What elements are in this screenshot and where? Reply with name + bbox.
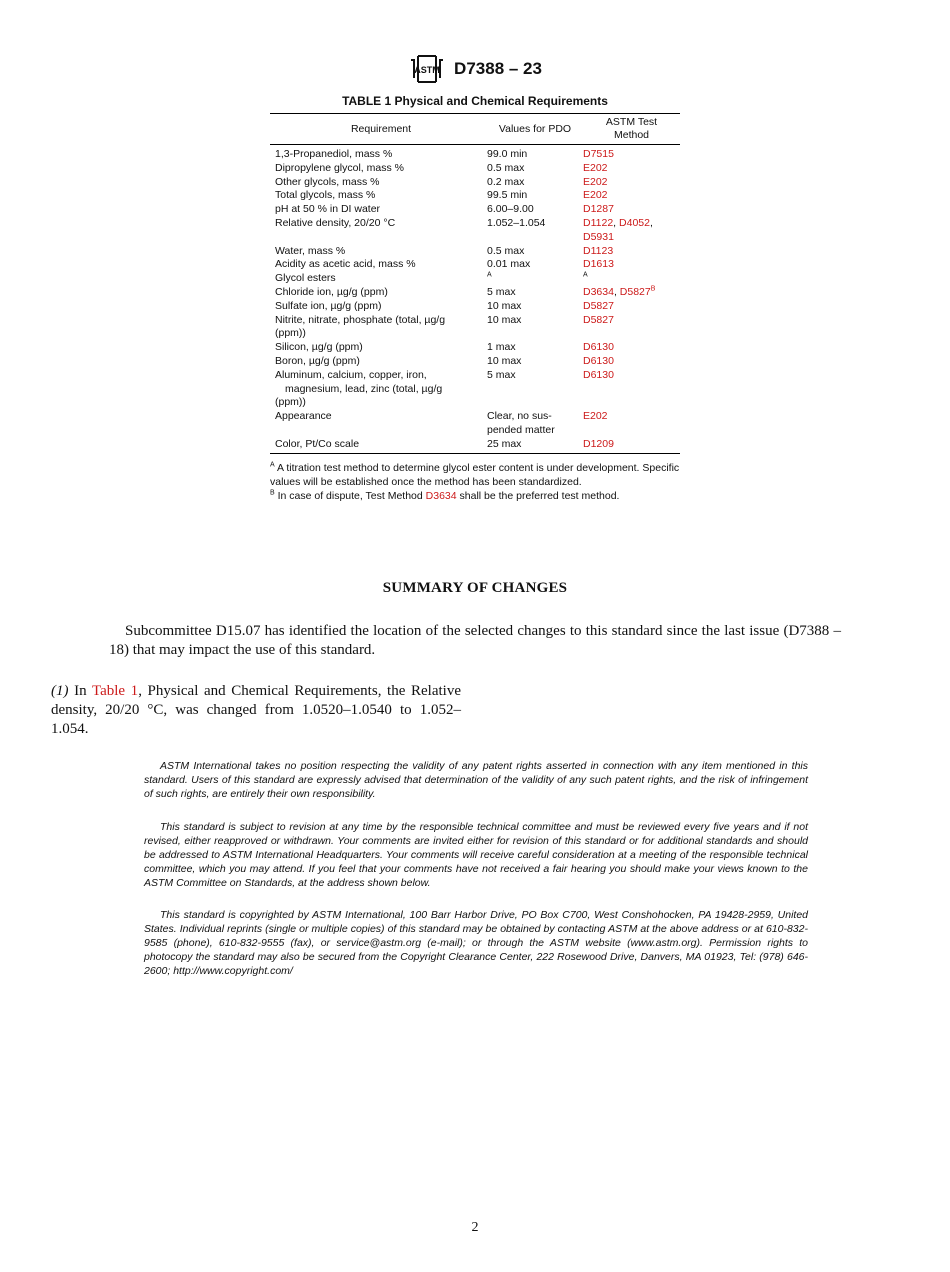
method-link-d1122[interactable]: D1122 <box>583 216 614 229</box>
row-requirement: Relative density, 20/20 °C <box>275 216 396 229</box>
table-row <box>270 355 680 369</box>
row-method-link[interactable]: D6130 <box>583 354 614 367</box>
requirement-line: Nitrite, nitrate, phosphate (total, µg/g <box>275 313 446 326</box>
astm-logo-icon <box>408 52 446 86</box>
row-method-link[interactable]: D7515 <box>583 148 614 160</box>
table-row <box>270 341 680 355</box>
table-footnotes <box>270 461 682 503</box>
row-method-link[interactable]: D1123 <box>583 244 614 257</box>
row-requirement: 1,3-Propanediol, mass % <box>275 148 393 160</box>
row-method <box>583 217 680 245</box>
column-header-method <box>583 114 680 145</box>
row-value: 0.01 max <box>487 258 531 271</box>
method-link-d3634[interactable]: D3634 <box>583 285 614 298</box>
method-separator: , <box>613 216 620 229</box>
table-row <box>270 189 680 203</box>
footnote-mark-a[interactable]: A <box>487 271 492 279</box>
row-value: 99.5 min <box>487 189 528 202</box>
row-method <box>583 286 680 300</box>
row-requirement: Water, mass % <box>275 244 346 257</box>
change-text: In <box>68 683 92 699</box>
footnote-a-text: A titration test method to determine glycol ester content is under development. Specific values will be established once the method has been standardized. <box>270 462 680 488</box>
row-method-link[interactable]: E202 <box>583 189 608 202</box>
row-requirement: Dipropylene glycol, mass % <box>275 161 404 174</box>
page-header <box>0 52 950 88</box>
summary-title: SUMMARY OF CHANGES <box>382 580 568 596</box>
footnote-b-text: shall be the preferred test method. <box>456 490 620 502</box>
row-method-link[interactable]: D5827 <box>583 299 614 312</box>
column-header-requirement: Requirement <box>270 114 487 145</box>
row-value <box>487 410 583 438</box>
row-method-link[interactable]: D1287 <box>583 203 614 216</box>
requirement-line: magnesium, lead, zinc (total, µg/g <box>285 382 443 395</box>
footnote-b-text: In case of dispute, Test Method <box>277 490 426 502</box>
footnote-mark-a[interactable]: A <box>583 271 588 279</box>
row-value: 5 max <box>487 285 516 298</box>
table-row <box>270 245 680 259</box>
table-row <box>270 438 680 453</box>
row-value: 5 max <box>487 368 516 381</box>
row-value: 0.2 max <box>487 175 525 188</box>
row-requirement: pH at 50 % in DI water <box>275 203 381 216</box>
legal-copyright-notice: This standard is copyrighted by ASTM International, 100 Barr Harbor Drive, PO Box C700, West Conshohocken, PA 19428-2959, United States. Individual reprints (single or multiple copies) of this standard may be obtained by contacting ASTM at the above address or at 610-832-9585 (phone), 610-832-9555 (fax), or service@astm.org (e-mail); or through the ASTM website (www.astm.org). Permission rights to photocopy the standard may also be secured from the Copyright Clearance Center, 222 Rosewood Drive, Danvers, MA 01923, Tel: (978) 646-2600; http://www.copyright.com/ <box>144 909 808 977</box>
row-requirement: Other glycols, mass % <box>275 175 380 188</box>
row-method-link[interactable]: E202 <box>583 410 608 423</box>
row-value: 6.00–9.00 <box>487 203 534 216</box>
table-row <box>270 300 680 314</box>
table-row <box>270 203 680 217</box>
table-row <box>270 217 680 245</box>
row-value: 10 max <box>487 354 522 367</box>
row-value: 0.5 max <box>487 244 525 257</box>
column-header-values: Values for PDO <box>487 114 583 145</box>
row-value: 10 max <box>487 313 522 326</box>
row-value: 1 max <box>487 341 516 354</box>
table-row <box>270 272 680 286</box>
table-title: TABLE 1 Physical and Chemical Requirements <box>342 94 608 108</box>
table-row <box>270 176 680 190</box>
method-separator: , <box>613 285 620 298</box>
method-link-d5931[interactable]: D5931 <box>583 230 614 243</box>
row-value: 99.0 min <box>487 148 528 160</box>
table-1-link[interactable]: Table 1 <box>91 683 139 699</box>
value-line: Clear, no sus- <box>487 410 552 423</box>
table-row <box>270 258 680 272</box>
row-method <box>583 272 680 286</box>
row-value: 0.5 max <box>487 161 525 174</box>
legal-revision-notice: This standard is subject to revision at any time by the responsible technical committee and must be reviewed every five years and if not revised, either reapproved or withdrawn. Your comments are invited either for revision of this standard or for additional standards and should be addressed to ASTM International Headquarters. Your comments will receive careful consideration at a meeting of the responsible technical committee, which you may attend. If you feel that your comments have not received a fair hearing you should make your views known to the ASTM Committee on Standards, at the address shown below. <box>144 821 808 889</box>
row-method-link[interactable]: E202 <box>583 175 608 188</box>
row-method-link[interactable]: D5827 <box>583 313 614 326</box>
table-header-row <box>270 114 680 145</box>
row-requirement: Chloride ion, µg/g (ppm) <box>275 285 388 298</box>
row-method-link[interactable]: E202 <box>583 161 608 174</box>
row-requirement: Silicon, µg/g (ppm) <box>275 341 363 354</box>
footnote-a <box>270 461 682 489</box>
row-requirement: Color, Pt/Co scale <box>270 438 487 453</box>
footnote-a-mark: A <box>270 461 275 469</box>
table-row <box>270 145 680 162</box>
change-number: (1) <box>51 683 69 699</box>
footnote-b-link-d3634[interactable]: D3634 <box>425 490 457 502</box>
footnote-mark-b[interactable]: B <box>650 285 656 293</box>
document-number: D7388 – 23 <box>454 59 542 78</box>
change-text: , Physical and Chemical Requirements, the Relative density, 20/20 °C, was changed from 1.0520–1.0540 to 1.052–1.054. <box>51 683 461 737</box>
row-method-link[interactable]: D1209 <box>583 438 680 453</box>
footnote-b-mark: B <box>270 489 275 497</box>
row-method-link[interactable]: D6130 <box>583 341 614 354</box>
table-row <box>270 162 680 176</box>
requirement-line: (ppm)) <box>275 396 306 409</box>
row-value: 25 max <box>487 438 583 453</box>
row-requirement: Glycol esters <box>275 272 336 285</box>
row-requirement: Appearance <box>275 410 332 423</box>
table-row <box>270 314 680 342</box>
row-requirement: Total glycols, mass % <box>275 189 376 202</box>
row-method-link[interactable]: D6130 <box>583 368 614 381</box>
value-line: pended matter <box>487 423 555 436</box>
row-requirement <box>270 369 487 410</box>
requirement-line: Aluminum, calcium, copper, iron, <box>275 368 427 381</box>
row-requirement: Sulfate ion, µg/g (ppm) <box>275 299 382 312</box>
summary-intro: Subcommittee D15.07 has identified the location of the selected changes to this standard since the last issue (D7388 – 18) that may impact the use of this standard. <box>109 623 841 658</box>
legal-patent-notice: ASTM International takes no position respecting the validity of any patent rights asserted in connection with any item mentioned in this standard. Users of this standard are expressly advised that determination of the validity of any such patent rights, and the risk of infringement of such rights, are entirely their own responsibility. <box>144 760 808 800</box>
requirement-line: (ppm)) <box>275 327 306 340</box>
page-number: 2 <box>471 1220 479 1235</box>
requirements-table <box>270 113 680 454</box>
astm-logo-text: ASTM <box>414 65 440 75</box>
footnote-b <box>270 489 682 503</box>
row-requirement: Boron, µg/g (ppm) <box>275 354 360 367</box>
method-link-d5827[interactable]: D5827 <box>619 285 651 298</box>
row-value: 10 max <box>487 299 522 312</box>
table-row <box>270 410 680 438</box>
row-requirement <box>270 314 487 342</box>
row-value: 1.052–1.054 <box>487 216 546 229</box>
row-method-link[interactable]: D1613 <box>583 258 614 271</box>
column-header-method-line2: Method <box>613 129 650 141</box>
method-link-d4052[interactable]: D4052 <box>619 216 650 229</box>
row-requirement: Acidity as acetic acid, mass % <box>275 258 416 271</box>
method-separator: , <box>649 216 653 229</box>
table-row <box>270 369 680 410</box>
row-value <box>487 272 583 286</box>
table-row <box>270 286 680 300</box>
column-header-method-line1: ASTM Test <box>605 116 658 128</box>
change-item-1 <box>51 682 461 739</box>
